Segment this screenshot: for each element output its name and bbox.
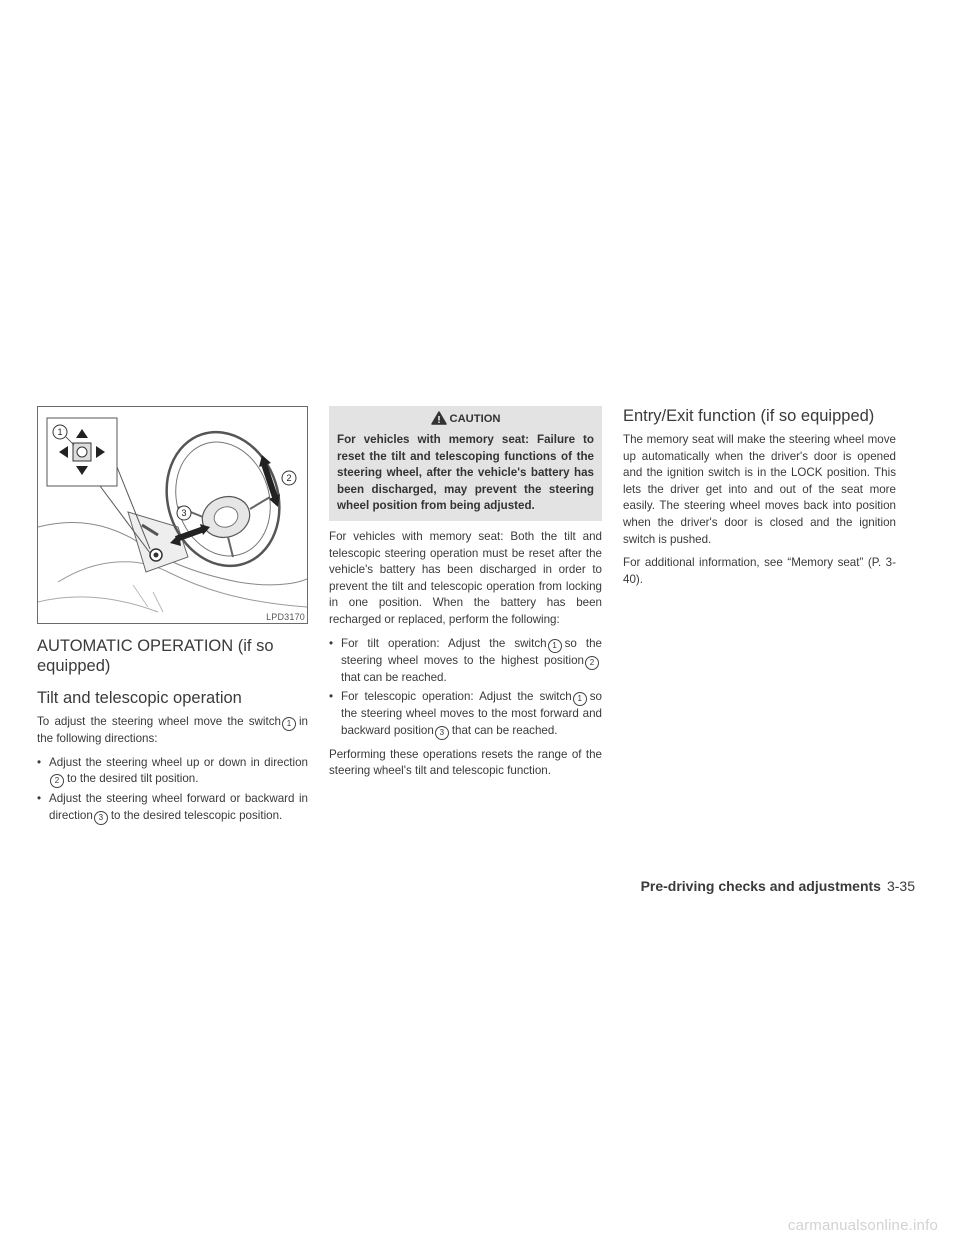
caution-label: CAUTION [449, 413, 501, 425]
bullet-text: so the steering wheel moves to the most forward and backward position [341, 690, 602, 737]
caution-text: For vehicles with memory seat: Failure to reset the tilt and telescoping functions of the steering wheel, after the vehicle's battery has been discharged, may prevent the steering wheel position from being adjusted. [337, 433, 594, 513]
page-footer [641, 878, 915, 894]
callout-ref-3: 3 [435, 726, 449, 740]
bullet-dot: • [37, 755, 42, 769]
bullet-text: For tilt operation: Adjust the switch [341, 636, 547, 650]
bullet-text: so the steering wheel moves to the highest position [341, 636, 602, 667]
intro-text-a: To adjust the steering wheel move the switch [37, 715, 281, 728]
warning-triangle-icon [431, 411, 447, 425]
bullet-text: to the desired telescopic position. [110, 808, 283, 822]
right-column [623, 406, 896, 595]
figure-code: LPD3170 [266, 612, 305, 622]
middle-column [329, 406, 602, 787]
callout-ref-1: 1 [282, 717, 296, 731]
left-column [37, 406, 308, 832]
callout-1: 1 [57, 427, 63, 437]
memory-seat-paragraph: For vehicles with memory seat: Both the tilt and telescopic steering operation must be reset after the vehicle's battery has been discharged in order to prevent the tilt and telescopic operation from locking in one position. When the battery has been recharged or replaced, perform the following: [329, 529, 602, 626]
bullet-text: that can be reached. [451, 723, 558, 737]
reference-paragraph: For additional information, see “Memory seat” (P. 3-40). [623, 556, 896, 586]
entry-exit-paragraph: The memory seat will make the steering wheel move up automatically when the driver's door is opened and the ignition switch is in the LOCK position. This lets the driver get into and out of the seat more easily. The steering wheel moves back into position when the driver's door is closed and the ignition switch is pushed. [623, 433, 896, 546]
list-item [37, 755, 308, 789]
bullet-text: Adjust the steering wheel up or down in direction [49, 755, 308, 769]
callout-2: 2 [286, 473, 292, 483]
reset-summary-paragraph: Performing these operations resets the range of the steering wheel's tilt and telescopic function. [329, 747, 602, 778]
subsection-title-tilt: Tilt and telescopic operation [37, 689, 242, 707]
bullet-text: Adjust the steering wheel forward or backward in direction [49, 792, 308, 822]
bullet-dot: • [37, 792, 42, 806]
subsection-title-entry-exit: Entry/Exit function (if so equipped) [623, 407, 875, 425]
watermark: carmanualsonline.info [787, 1217, 938, 1234]
callout-ref-1: 1 [548, 639, 562, 653]
intro-paragraph [37, 714, 308, 748]
bullet-text: For telescopic operation: Adjust the switch [341, 690, 572, 704]
callout-3: 3 [181, 508, 187, 518]
callout-ref-2: 2 [585, 656, 599, 670]
caution-box [329, 406, 602, 521]
list-item [329, 636, 602, 687]
bullet-text: that can be reached. [341, 670, 447, 684]
bullet-dot: • [329, 690, 334, 704]
page-number: 3-35 [886, 878, 915, 894]
caution-header [337, 410, 594, 428]
steering-wheel-illustration [38, 407, 307, 623]
bullet-dot: • [329, 636, 334, 650]
direction-list [37, 755, 308, 825]
bullet-text: to the desired tilt position. [67, 772, 199, 786]
footer-section-title: Pre-driving checks and adjustments [640, 878, 881, 894]
reset-steps-list [329, 636, 602, 740]
list-item [37, 791, 308, 825]
callout-ref-1: 1 [573, 692, 587, 706]
steering-wheel-figure [37, 406, 308, 624]
list-item [329, 689, 602, 740]
section-title: AUTOMATIC OPERATION (if so equipped) [37, 637, 274, 675]
callout-ref-2: 2 [50, 774, 64, 788]
intro-text-b: in the following directions: [37, 715, 308, 745]
callout-ref-3: 3 [94, 811, 108, 825]
